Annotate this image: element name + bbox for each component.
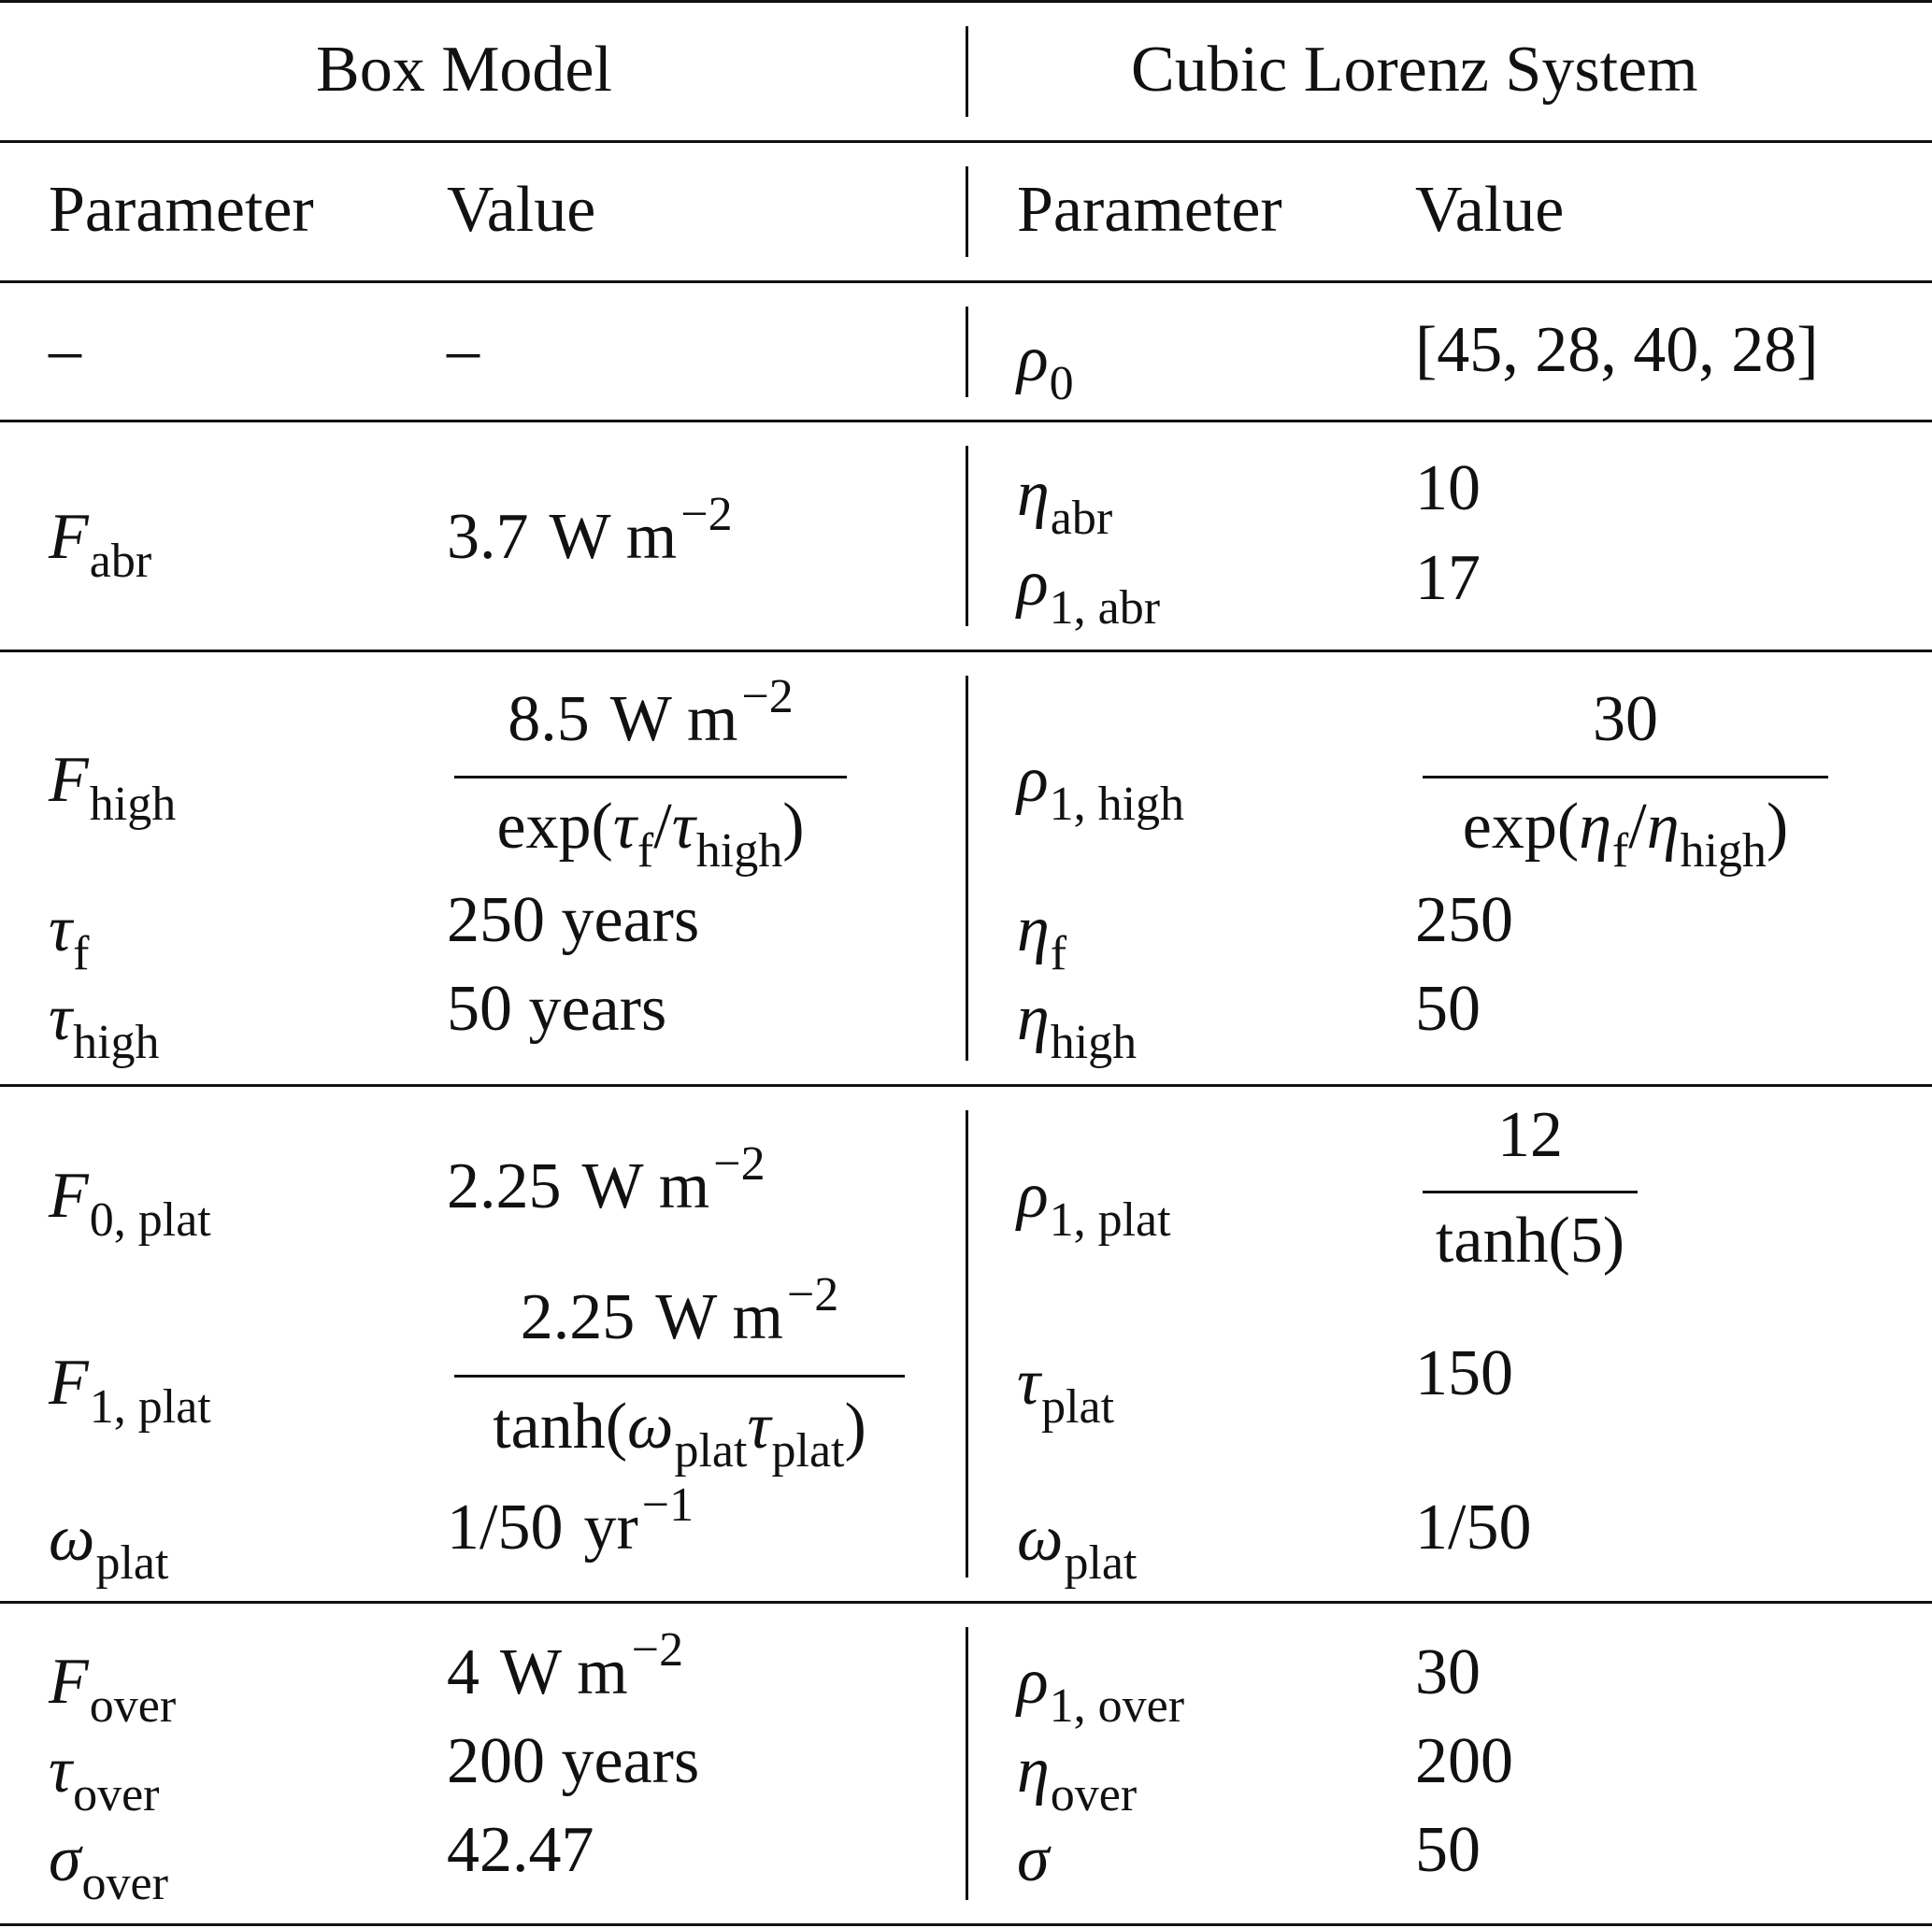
rho-high-numerator: 30 <box>1593 683 1658 755</box>
eta-f-value: 250 <box>1415 884 1513 956</box>
bottom-rule <box>0 1923 1932 1926</box>
omega-plat-value: 1/50 $yr^{-1}$ <box>447 1478 694 1564</box>
row-rule-1 <box>0 420 1932 422</box>
eta-abr-param: $\eta_{abr}$ <box>1017 458 1113 545</box>
rho-high-denominator: $\exp(\eta_f/\eta_{high})$ <box>1462 791 1789 878</box>
f0-plat-param: $F_{0, plat}$ <box>49 1160 211 1247</box>
column-header-rule <box>0 280 1932 283</box>
f1-plat-param: $F_{1, plat}$ <box>49 1347 211 1434</box>
row0-left-param: – <box>49 314 81 386</box>
rho-over-value: 30 <box>1415 1636 1481 1708</box>
cubic-lorenz-header: Cubic Lorenz System <box>1131 34 1698 106</box>
left-value-header: Value <box>447 174 596 246</box>
f-abr-param: $F_{abr}$ <box>49 501 152 588</box>
row0-left-value: – <box>447 314 479 386</box>
column-separator <box>966 1110 968 1578</box>
row0-right-value: [45, 28, 40, 28] <box>1415 314 1819 386</box>
rho-high-param: $\rho_{1, high}$ <box>1017 744 1185 831</box>
eta-high-param: $\eta_{high}$ <box>1017 982 1138 1069</box>
f-high-param: $F_{high}$ <box>49 744 177 831</box>
sigma-right-value: 50 <box>1415 1814 1481 1886</box>
fraction-bar <box>1423 776 1828 778</box>
sigma-over-value: 42.47 <box>447 1814 594 1886</box>
f-high-numerator: 8.5 W $m^{-2}$ <box>508 670 794 755</box>
f-over-param: $F_{over}$ <box>49 1646 177 1733</box>
top-rule <box>0 0 1932 3</box>
column-separator <box>966 1627 968 1900</box>
row0-right-param: $\rho_0$ <box>1017 323 1074 410</box>
f-over-value: 4 W $m^{-2}$ <box>447 1623 684 1708</box>
tau-f-value: 250 years <box>447 884 700 956</box>
right-parameter-header: Parameter <box>1017 174 1282 246</box>
tau-plat-param: $\tau_{plat}$ <box>1017 1347 1115 1434</box>
column-separator <box>966 676 968 1061</box>
fraction-bar <box>454 776 847 778</box>
rho-plat-fraction <box>1423 1099 1638 1280</box>
omega-plat-param: $\omega_{plat}$ <box>49 1503 169 1590</box>
f0-plat-value: 2.25 W $m^{-2}$ <box>447 1137 766 1222</box>
f1-plat-denominator: $\tanh(\omega_{plat}\tau_{plat})$ <box>493 1391 866 1478</box>
right-value-header: Value <box>1415 174 1565 246</box>
left-parameter-header: Parameter <box>49 174 314 246</box>
box-model-header: Box Model <box>316 34 612 106</box>
eta-f-param: $\eta_f$ <box>1017 893 1067 980</box>
rho-over-param: $\rho_{1, over}$ <box>1017 1646 1185 1733</box>
f1-plat-numerator: 2.25 W $m^{-2}$ <box>520 1268 839 1353</box>
rho-plat-denominator: tanh(5) <box>1435 1205 1625 1277</box>
sigma-right-param: σ <box>1017 1823 1050 1895</box>
omega-plat-right-value: 1/50 <box>1415 1492 1532 1564</box>
row-rule-2 <box>0 650 1932 652</box>
column-separator <box>966 307 968 397</box>
header-rule <box>0 140 1932 143</box>
column-separator <box>966 166 968 257</box>
eta-high-value: 50 <box>1415 973 1481 1045</box>
f-abr-value: 3.7 W $m^{-2}$ <box>447 488 733 573</box>
tau-plat-value: 150 <box>1415 1337 1513 1409</box>
tau-over-param: $\tau_{over}$ <box>49 1735 160 1821</box>
eta-over-value: 200 <box>1415 1725 1513 1797</box>
fraction-bar <box>454 1375 905 1378</box>
column-separator <box>966 446 968 626</box>
rho-plat-param: $\rho_{1, plat}$ <box>1017 1160 1171 1247</box>
sigma-over-param: $\sigma_{over}$ <box>49 1823 168 1910</box>
rho-plat-numerator: 12 <box>1497 1099 1563 1171</box>
row-rule-3 <box>0 1084 1932 1087</box>
row-rule-4 <box>0 1601 1932 1604</box>
omega-plat-right-param: $\omega_{plat}$ <box>1017 1503 1138 1590</box>
fraction-bar <box>1423 1191 1638 1193</box>
tau-f-param: $\tau_f$ <box>49 893 90 980</box>
eta-over-param: $\eta_{over}$ <box>1017 1735 1138 1821</box>
f1-plat-fraction <box>454 1268 905 1478</box>
rho-abr-param: $\rho_{1, abr}$ <box>1017 548 1161 635</box>
rho-high-fraction <box>1423 683 1828 878</box>
tau-high-param: $\tau_{high}$ <box>49 982 160 1069</box>
eta-abr-value: 10 <box>1415 452 1481 524</box>
f-high-fraction <box>454 670 847 878</box>
column-separator <box>966 26 968 117</box>
tau-over-value: 200 years <box>447 1725 700 1797</box>
rho-abr-value: 17 <box>1415 542 1481 614</box>
tau-high-value: 50 years <box>447 973 667 1045</box>
f-high-denominator: $\exp(\tau_f/\tau_{high})$ <box>496 791 805 878</box>
